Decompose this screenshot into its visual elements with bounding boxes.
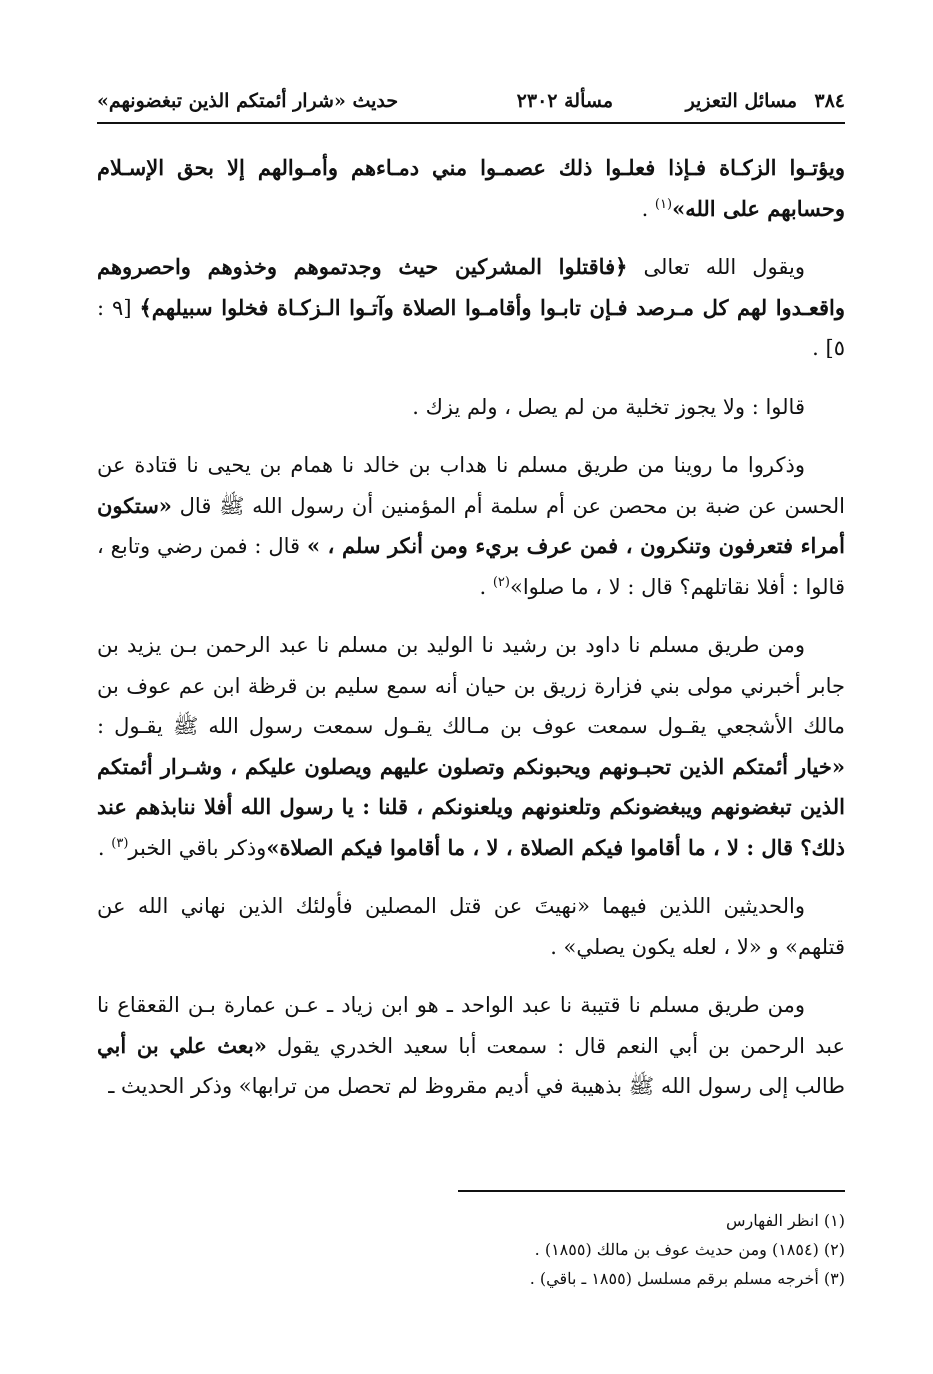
quoted-text: ويؤتـوا الزكـاة فـإذا فعلـوا ذلك عصمـوا مني دمـاءهم وأمـوالهم إلا بحق الإسـلام وحسابهم على الله» (97, 155, 845, 221)
paragraph (97, 445, 845, 607)
quoted-text: «بعث علي بن أبي (97, 1032, 267, 1058)
footnote-2: (٢) (١٨٥٤) ومن حديث عوف بن مالك (١٨٥٥) . (534, 1240, 845, 1259)
quoted-text: «ستكون أمراء فتعرفون وتنكرون ، فمن عرف بريء ومن أنكر سلم ، » (97, 492, 845, 558)
paragraph-text: طالب إلى رسول الله ﷺ بذهيبة في أديم مقروظ لم تحصل من ترابها» وذكر الحديث ـ (108, 1074, 845, 1098)
footnote-divider (458, 1190, 845, 1192)
paragraph (97, 886, 845, 967)
footnote-1: (١) انظر الفهارس (725, 1211, 845, 1230)
footnote-ref: (٢) (492, 574, 510, 590)
body-text (97, 148, 845, 1125)
running-header (97, 88, 845, 124)
book-title: مسائل التعزير (685, 90, 797, 112)
paragraph-text: وذكروا ما روينا من طريق مسلم نا هداب بن خالد نا همام بن يحيى نا قتادة عن الحسن عن ضبة بن محصن عن أم سلمة أم المؤمنين أن رسول الله ﷺ قال (97, 453, 845, 518)
issue-number: مسألة ٢٣٠٢ (516, 90, 613, 112)
paragraph-text: . (97, 835, 112, 860)
paragraph-text: [٩ : ٥] . (97, 295, 845, 360)
footnotes (97, 1206, 845, 1293)
paragraph-text: . (479, 574, 493, 599)
paragraph-text: وذكر باقي الخبر (128, 835, 267, 860)
paragraph-text: . (641, 196, 655, 221)
quoted-text: ﴿فاقتلوا المشركين حيث وجدتموهم وخذوهم واحصروهم واقعـدوا لهم كل مـرصد فـإن تابـوا وأقامـوا الصلاة وآتـوا الـزكـاة فخلوا سبيلهم﴾ (97, 254, 845, 320)
paragraph-text: ومن طريق مسلم نا قتيبة نا عبد الواحد ـ هو ابن زياد ـ عـن عمارة بـن القعقاع نا عبد الرحمن بن أبي النعم قال : سمعت أبا سعيد الخدري يقول (97, 993, 846, 1058)
paragraph-text: قال : فمن رضي وتابع ، قالوا : أفلا نقاتلهم؟ قال : لا ، ما صلوا» (97, 534, 845, 599)
paragraph (97, 985, 845, 1107)
paragraph (97, 247, 845, 369)
paragraph-text: ويقول الله تعالى (627, 255, 805, 279)
footnote-ref: (١) (654, 196, 673, 212)
section-title: حديث «شرار أئمتكم الذين تبغضونهم» (97, 90, 399, 112)
footnote-ref: (٣) (111, 835, 129, 851)
paragraph-text: ومن طريق مسلم نا داود بن رشيد نا الوليد بن مسلم نا عبد الرحمن بـن يزيد بن جابر أخبرني مولى بني فزارة زريق بن حيان أنه سمع سليم بن قرظة ابن عم عوف بن مالك الأشجعي يقـول سمعت عوف بن مـالك يقـول سمعت رسول الله ﷺ يقـول : (97, 633, 845, 738)
page-number: ٣٨٤ (814, 90, 845, 112)
paragraph (97, 148, 845, 229)
footnote-3: (٣) أخرجه مسلم برقم مسلسل (١٨٥٥ ـ باقي) . (529, 1269, 845, 1288)
quoted-text: «خيار أئمتكم الذين تحبـونهم ويحبونكم وتصلون عليهم ويصلون عليكم ، وشـرار أئمتكم الذين تبغضونهم ويبغضونكم وتلعنونهم ويلعنونكم ، قلنا : يا رسول الله أفلا ننابذهم عند ذلك؟ قال : لا ، ما أقاموا فيكم الصلاة ، لا ، ما أقاموا فيكم الصلاة» (97, 753, 845, 860)
paragraph-text: والحديثين اللذين فيهما «نهيتَ عن قتل المصلين فأولئك الذين نهاني الله عن قتلهم» و «لا ، لعله يكون يصلي» . (97, 894, 845, 959)
paragraph (97, 625, 845, 868)
paragraph-text: قالوا : ولا يجوز تخلية من لم يصل ، ولم يزك . (412, 394, 805, 419)
paragraph (97, 387, 845, 428)
